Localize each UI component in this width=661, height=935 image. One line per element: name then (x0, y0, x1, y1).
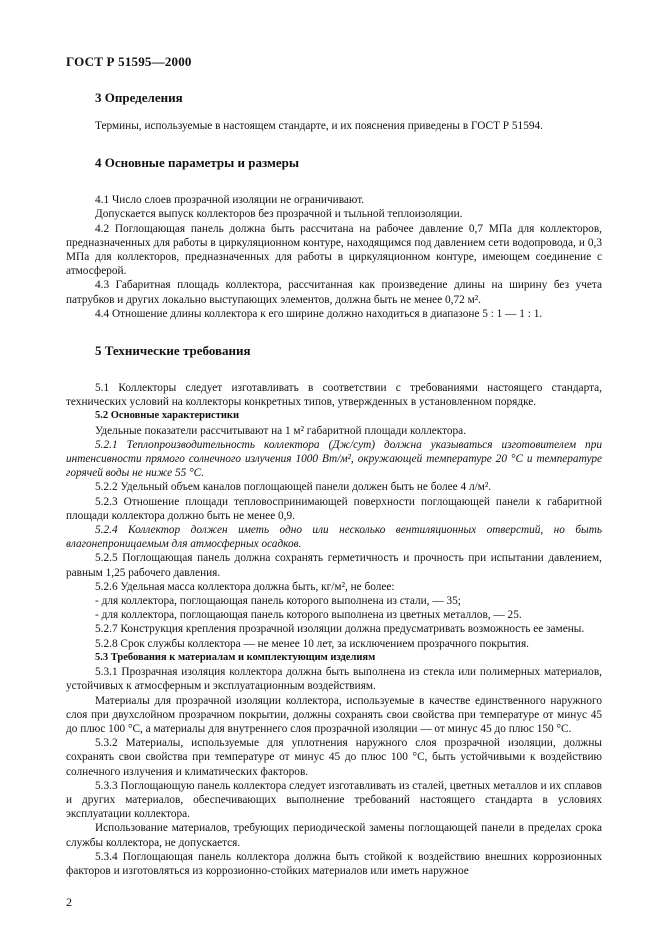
paragraph-italic: 5.2.4 Коллектор должен иметь одно или несколько вентиляционных отверстий, но быть влагонепроницаемым для атмосферных осадков. (66, 524, 602, 551)
paragraph-italic: 5.2.1 Теплопроизводительность коллектора (Дж/сут) должна указываться изготовителем при интенсивности прямого солнечного излучения 1000 Вт/м², окружающей температуре 20 °С и температуре горячей воды не ниже 55 °С. (66, 438, 602, 480)
section-3-title: 3 Определения (95, 90, 183, 105)
section-4-title: 4 Основные параметры и размеры (95, 155, 300, 171)
paragraph: 5.2.7 Конструкция крепления прозрачной изоляции должна предусматривать возможность ее замены. (95, 623, 585, 636)
paragraph: 5.2.6 Удельная масса коллектора должна быть, кг/м², не более: (95, 580, 395, 593)
paragraph: 5.3.4 Поглощающая панель коллектора должна быть стойкой к воздействию внешних коррозионных факторов и изготовляться из коррозионно-стойких материалов или иметь наружное (66, 850, 602, 877)
paragraph: Удельные показатели рассчитывают на 1 м² габаритной площади коллектора. (95, 424, 467, 437)
paragraph: 5.2.5 Поглощающая панель должна сохранять герметичность и прочность при испытании давлением, равным 1,25 рабочего давления. (66, 552, 602, 579)
paragraph: 5.2.2 Удельный объем каналов поглощающей панели должен быть не более 4 л/м². (95, 481, 492, 494)
paragraph: 4.1 Число слоев прозрачной изоляции не ограничивают. (95, 194, 365, 207)
subsection-5-3-title: 5.3 Требования к материалам и комплектующим изделиям (95, 651, 376, 663)
paragraph: Материалы для прозрачной изоляции коллектора, используемые в качестве единственного наружного слоя при двухслойном прозрачном покрытии, должны сохранять свои свойства при температуре от минус 45 до плюс 100 °С, а материалы для внутреннего слоя прозрачной изоляции — от минус 45 до плюс 150 °С. (66, 694, 602, 735)
paragraph: 4.3 Габаритная площадь коллектора, рассчитанная как произведение длины на ширину без учета патрубков и других локально выступающих элементов, должна быть не менее 0,72 м². (66, 279, 602, 306)
page-number: 2 (66, 895, 72, 909)
paragraph: 4.2 Поглощающая панель должна быть рассчитана на рабочее давление 0,7 МПа для коллекторов, предназначенных для работы в циркуляционном контуре, находящимся под давлением сети водопровода, и 0,3 МПа для коллекторов, предназначенных для работы в циркуляционном контуре, имеющем соединение с атмосферой. (66, 222, 602, 278)
paragraph: 5.3.2 Материалы, используемые для уплотнения наружного слоя прозрачной изоляции, должны сохранять свои свойства при температуре от минус 45 до плюс 100 °С, быть устойчивыми к воздействию солнечного излучения и климатических факторов. (66, 737, 602, 778)
paragraph: 4.4 Отношение длины коллектора к его ширине должно находиться в диапазоне 5 : 1 — 1 : 1. (95, 307, 543, 320)
document-body (66, 80, 602, 878)
paragraph: Допускается выпуск коллекторов без прозрачной и тыльной теплоизоляции. (95, 208, 463, 221)
paragraph: 5.2.3 Отношение площади тепловоспринимающей поверхности поглощающей панели к габаритной площади коллектора должно быть не менее 0,9. (66, 495, 602, 522)
paragraph: Использование материалов, требующих периодической замены поглощающей панели в пределах срока службы коллектора, не допускается. (66, 822, 602, 849)
paragraph: 5.3.1 Прозрачная изоляция коллектора должна быть выполнена из стекла или полимерных материалов, устойчивых к атмосферным и эксплуатационным воздействиям. (66, 666, 602, 693)
paragraph: 5.1 Коллекторы следует изготавливать в соответствии с требованиями настоящего стандарта, технических условий на коллекторы конкретных типов, утвержденных в установленном порядке. (66, 382, 602, 409)
section-5-title: 5 Технические требования (95, 343, 251, 359)
page-header: ГОСТ Р 51595—2000 (66, 54, 192, 69)
subsection-5-2-title: 5.2 Основные характеристики (95, 410, 239, 422)
paragraph: 5.3.3 Поглощающую панель коллектора следует изготавливать из сталей, цветных металлов и их сплавов и других материалов, обеспечивающих выполнение требований настоящего стандарта в условиях эксплуатации коллектора. (66, 779, 602, 821)
list-item: - для коллектора, поглощающая панель которого выполнена из стали, — 35; (95, 595, 461, 608)
paragraph: 5.2.8 Срок службы коллектора — не менее 10 лет, за исключением прозрачного покрытия. (95, 637, 529, 650)
paragraph: Термины, используемые в настоящем стандарте, и их пояснения приведены в ГОСТ Р 51594. (95, 120, 543, 132)
list-item: - для коллектора, поглощающая панель которого выполнена из цветных металлов, — 25. (95, 609, 522, 622)
